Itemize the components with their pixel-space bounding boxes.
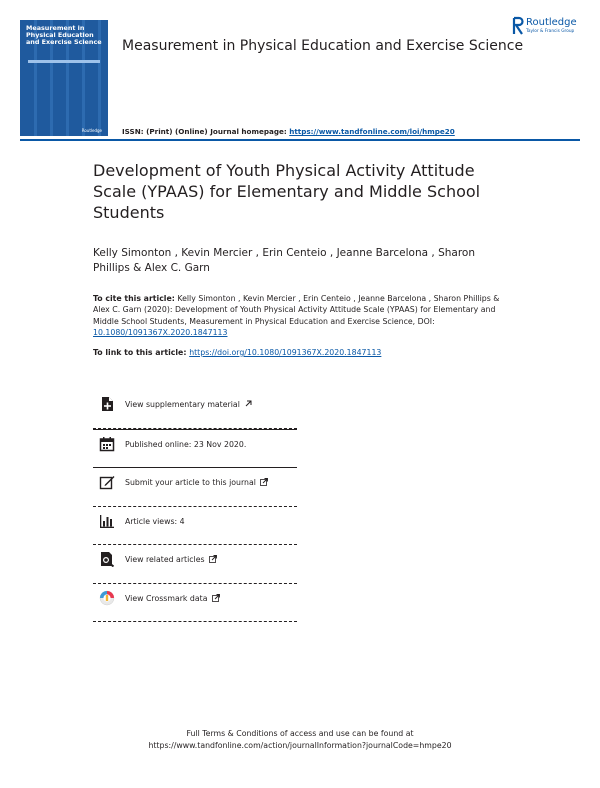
journal-name: Measurement in Physical Education and Exercise Science (122, 38, 524, 54)
cover-title-line: and Exercise Science (26, 38, 102, 46)
submit-article-label: Submit your article to this journal (125, 478, 256, 487)
doi-url-link[interactable]: https://doi.org/10.1080/1091367X.2020.1847113 (189, 348, 382, 357)
footer-terms-text: Full Terms & Conditions of access and use can be found at (186, 729, 414, 738)
published-online-row (93, 429, 297, 468)
row-label (125, 594, 220, 603)
publisher-tagline: Taylor & Francis Group (526, 29, 575, 34)
article-authors: Kelly Simonton , Kevin Mercier , Erin Centeio , Jeanne Barcelona , Sharon Phillips & Alex C. Garn (93, 247, 475, 274)
crossmark-icon (99, 590, 115, 606)
crossmark-label: View Crossmark data (125, 593, 208, 603)
row-label (125, 555, 217, 564)
publisher-name: Routledge (526, 17, 577, 28)
header-divider (20, 139, 580, 141)
cover-title (26, 25, 102, 46)
cover-bar (28, 60, 100, 63)
external-link-icon (212, 594, 220, 602)
journal-cover-thumbnail (20, 20, 108, 136)
related-articles-label: View related articles (125, 555, 205, 564)
link-label: To link to this article: (93, 348, 190, 357)
article-views-text: Article views: 4 (125, 516, 185, 526)
issn-line (122, 127, 455, 136)
external-link-icon (209, 555, 217, 563)
cover-title-line: Physical Education (26, 31, 94, 39)
submit-article-row[interactable] (93, 467, 297, 507)
calendar-icon (99, 436, 115, 452)
cover-title-line: Measurement in (26, 24, 85, 32)
citation-block (93, 293, 513, 338)
published-online-text: Published online: 23 Nov 2020. (125, 439, 247, 449)
crossmark-row[interactable] (93, 584, 297, 623)
journal-homepage-link[interactable]: https://www.tandfonline.com/loi/hmpe20 (289, 127, 455, 136)
doi-link-short[interactable]: 10.1080/1091367X.2020.1847113 (93, 327, 228, 337)
external-link-icon (260, 478, 268, 486)
cite-label: To cite this article: (93, 294, 175, 303)
issn-label: ISSN: (Print) (Online) Journal homepage: (122, 127, 290, 136)
article-link-line (93, 348, 381, 357)
supplementary-label: View supplementary material (125, 400, 240, 409)
footer (0, 728, 600, 751)
external-link-icon (244, 400, 252, 408)
article-title: Development of Youth Physical Activity Attitude Scale (YPAAS) for Elementary and Middle School Students (93, 161, 481, 222)
row-label (125, 478, 268, 487)
supplementary-file-icon (99, 396, 115, 412)
cover-logo: Routledge (81, 128, 102, 133)
row-label (125, 400, 252, 409)
supplementary-material-row[interactable] (93, 390, 297, 429)
related-articles-row[interactable] (93, 545, 297, 584)
article-views-row (93, 507, 297, 546)
cite-text: Kelly Simonton , Kevin Mercier , Erin Centeio , Jeanne Barcelona , Sharon Phillips & Alex C. Garn (2020): Development of Youth Physical Activity Attitude Scale (YPAAS) for Elementary and Middle School Students, Measurement in Physical Education and Exercise Science, DOI: (93, 294, 500, 326)
edit-icon (99, 474, 115, 490)
bar-chart-icon (99, 513, 115, 529)
search-document-icon (99, 551, 115, 567)
routledge-r-icon (512, 16, 524, 36)
footer-terms-url[interactable]: https://www.tandfonline.com/action/journalInformation?journalCode=hmpe20 (148, 740, 452, 750)
article-actions (93, 390, 297, 622)
